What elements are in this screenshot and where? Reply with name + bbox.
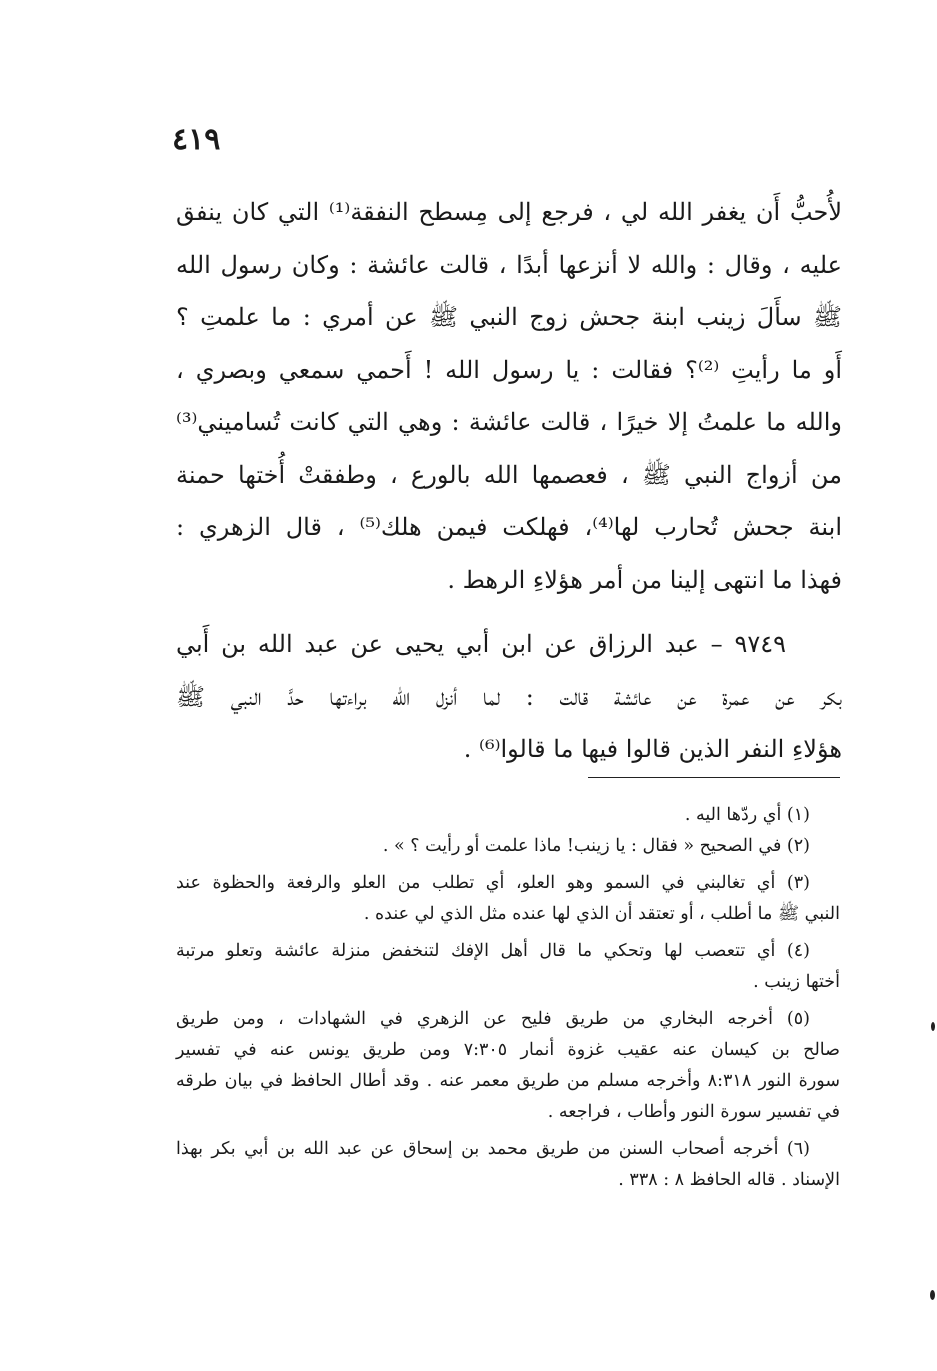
footnote-line: النبي ﷺ ما أطلب ، أو تعتقد أن الذي لها عنده مثل الذي لي عنده .: [363, 904, 840, 924]
footnotes: [176, 800, 840, 1196]
footnote-line: (٣) أي تغالبني في السمو وهو العلو، أي تطلب من العلو والرفعة والحظوة عند: [176, 873, 810, 893]
text-line: ﷺ سأَلَ زينب ابنة جحش زوج النبي ﷺ عن أمري : ما علمتِ ؟: [176, 303, 842, 331]
page-number: ٤١٩: [172, 122, 221, 157]
footnote-separator: [588, 777, 840, 778]
footnote-line: الإسناد . قاله الحافظ ٨ : ٣٣٨ .: [618, 1170, 840, 1190]
footnote-line: (٢) في الصحيح « فقال : يا زينب! ماذا علمت أو رأيت ؟ » .: [382, 836, 810, 856]
text-line: من أزواج النبي ﷺ ، فعصمها الله بالورع ، وطفقتْ أُختها حمنة: [176, 460, 842, 489]
text-line: هؤلاءِ النفر الذين قالوا فيها ما قالوا⁽⁶⁾ .: [463, 735, 842, 763]
footnote-line: (٤) أي تتعصب لها وتحكي ما قال أهل الإفك لتنخفض منزلة عائشة وتعلو مرتبة: [176, 941, 810, 961]
footnote-3: [176, 868, 840, 930]
footnote-line: أختها زينب .: [753, 972, 840, 992]
footnote-1: [176, 800, 840, 831]
footnote-line: (١) أي ردّها اليه .: [684, 805, 810, 825]
text-line: والله ما علمتُ إلا خيرًا ، قالت عائشة : وهي التي كانت تُساميني⁽³⁾: [176, 408, 842, 436]
footnote-5: [176, 1004, 840, 1128]
footnote-line: (٥) أخرجه البخاري من طريق فليح عن الزهري في الشهادات ، ومن طريق: [176, 1009, 810, 1029]
text-line: عليه ، وقال : والله لا أنزعها أبدًا ، قالت عائشة : وكان رسول الله: [176, 250, 842, 279]
footnote-line: في تفسير سورة النور وأطاب ، فراجعه .: [547, 1102, 840, 1122]
text-line: أَو ما رأيتِ ⁽²⁾؟ فقالت : يا رسول الله ! أَحمي سمعي وبصري ،: [176, 355, 842, 384]
text-line: لأُحبُّ أَن يغفر الله لي ، فرجع إلى مِسطح النفقة⁽¹⁾ التي كان ينفق: [176, 198, 842, 226]
paragraph-hadith-9749: [176, 618, 842, 776]
footnote-2: [176, 831, 840, 862]
text-line: فهذا ما انتهى إلينا من أمر هؤلاءِ الرهط .: [447, 565, 842, 594]
text-line: ٩٧٤٩ – عبد الرزاق عن ابن أبي يحيى عن عبد الله بن أَبي: [176, 630, 786, 658]
text-line: ابنة جحش تُحارب لها⁽⁴⁾، فهلكت فيمن هلك⁽⁵⁾ ، قال الزهري :: [176, 513, 842, 541]
footnote-4: [176, 936, 840, 998]
main-text: [176, 186, 842, 776]
footnote-line: سورة النور ٨:٣١٨ وأخرجه مسلم من طريق معمر عنه . وقد أطال الحافظ في بيان طرقه: [176, 1071, 840, 1091]
scan-speck: [930, 1290, 935, 1300]
footnote-6: [176, 1134, 840, 1196]
footnote-line: صالح بن كيسان عنه عقيب غزوة أنمار ٧:٣٠٥ ومن طريق يونس عنه في تفسير: [176, 1040, 840, 1060]
footnote-line: (٦) أخرجه أصحاب السنن من طريق محمد بن إسحاق عن عبد الله بن أبي بكر بهذا: [176, 1139, 810, 1159]
text-line: بكر عن عمرة عن عائشة قالت : لما أنزل الله براءتها حدَّ النبي ﷺ: [176, 682, 842, 711]
paragraph-narration: [176, 186, 842, 606]
scan-speck: [931, 1022, 935, 1031]
